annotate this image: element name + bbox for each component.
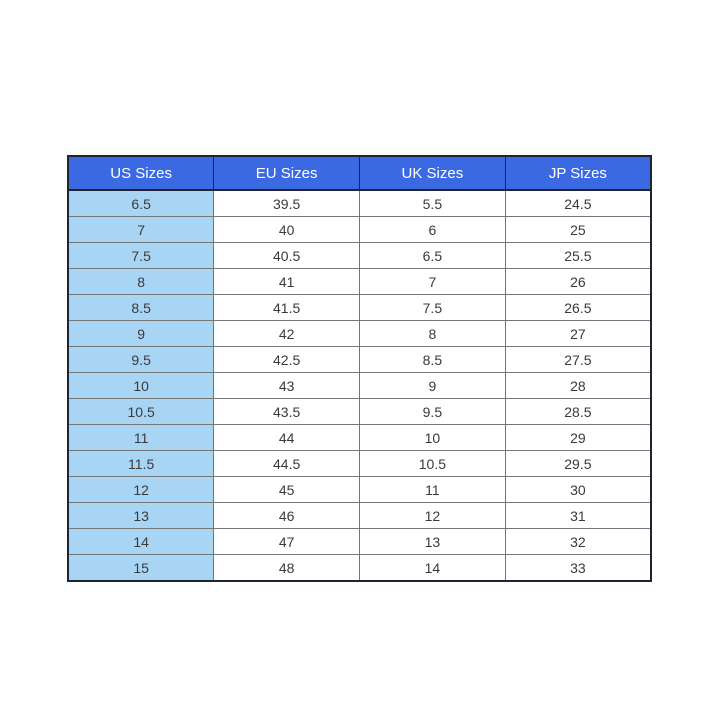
table-cell: 43: [214, 373, 360, 399]
table-cell: 28: [505, 373, 651, 399]
table-cell: 6.5: [68, 190, 214, 217]
table-row: [68, 451, 651, 477]
table-cell: 40: [214, 217, 360, 243]
table-cell: 39.5: [214, 190, 360, 217]
table-cell: 7.5: [360, 295, 506, 321]
table-cell: 9.5: [360, 399, 506, 425]
table-cell: 27: [505, 321, 651, 347]
table-row: [68, 399, 651, 425]
table-cell: 48: [214, 555, 360, 582]
table-cell: 41: [214, 269, 360, 295]
table-cell: 42: [214, 321, 360, 347]
table-cell: 13: [68, 503, 214, 529]
table-cell: 9: [68, 321, 214, 347]
table-cell: 25: [505, 217, 651, 243]
table-row: [68, 321, 651, 347]
table-row: [68, 295, 651, 321]
table-cell: 7.5: [68, 243, 214, 269]
table-cell: 8.5: [68, 295, 214, 321]
table-row: [68, 529, 651, 555]
table-cell: 33: [505, 555, 651, 582]
table-cell: 26: [505, 269, 651, 295]
table-cell: 12: [68, 477, 214, 503]
table-cell: 29.5: [505, 451, 651, 477]
table-cell: 28.5: [505, 399, 651, 425]
table-header-row: [68, 156, 651, 190]
table-cell: 10: [68, 373, 214, 399]
table-cell: 31: [505, 503, 651, 529]
table-row: [68, 243, 651, 269]
table-cell: 10.5: [68, 399, 214, 425]
table-row: [68, 477, 651, 503]
table-cell: 6: [360, 217, 506, 243]
table-cell: 8.5: [360, 347, 506, 373]
table-cell: 9: [360, 373, 506, 399]
table-cell: 42.5: [214, 347, 360, 373]
table-row: [68, 269, 651, 295]
table-cell: 14: [68, 529, 214, 555]
column-header-uk-sizes: UK Sizes: [360, 156, 506, 190]
table-row: [68, 347, 651, 373]
table-cell: 25.5: [505, 243, 651, 269]
table-cell: 40.5: [214, 243, 360, 269]
table-cell: 12: [360, 503, 506, 529]
table-cell: 6.5: [360, 243, 506, 269]
table-cell: 43.5: [214, 399, 360, 425]
table-row: [68, 190, 651, 217]
column-header-eu-sizes: EU Sizes: [214, 156, 360, 190]
column-header-us-sizes: US Sizes: [68, 156, 214, 190]
table-cell: 32: [505, 529, 651, 555]
table-cell: 46: [214, 503, 360, 529]
table-cell: 30: [505, 477, 651, 503]
table-cell: 9.5: [68, 347, 214, 373]
table-cell: 11.5: [68, 451, 214, 477]
table-row: [68, 555, 651, 582]
table-row: [68, 217, 651, 243]
table-cell: 5.5: [360, 190, 506, 217]
table-row: [68, 373, 651, 399]
table-cell: 44.5: [214, 451, 360, 477]
table-cell: 27.5: [505, 347, 651, 373]
table-cell: 10.5: [360, 451, 506, 477]
table-header: [68, 156, 651, 190]
column-header-jp-sizes: JP Sizes: [505, 156, 651, 190]
shoe-size-conversion-table: [67, 155, 652, 582]
table-cell: 14: [360, 555, 506, 582]
table-cell: 8: [360, 321, 506, 347]
table-cell: 44: [214, 425, 360, 451]
table-body: [68, 190, 651, 581]
table-cell: 26.5: [505, 295, 651, 321]
table-cell: 41.5: [214, 295, 360, 321]
table-cell: 11: [360, 477, 506, 503]
table-cell: 7: [360, 269, 506, 295]
table-cell: 29: [505, 425, 651, 451]
table-cell: 13: [360, 529, 506, 555]
table-cell: 24.5: [505, 190, 651, 217]
table-row: [68, 503, 651, 529]
table-cell: 10: [360, 425, 506, 451]
table-cell: 11: [68, 425, 214, 451]
table-cell: 45: [214, 477, 360, 503]
table-cell: 15: [68, 555, 214, 582]
table-cell: 8: [68, 269, 214, 295]
table-cell: 7: [68, 217, 214, 243]
table-cell: 47: [214, 529, 360, 555]
table-row: [68, 425, 651, 451]
